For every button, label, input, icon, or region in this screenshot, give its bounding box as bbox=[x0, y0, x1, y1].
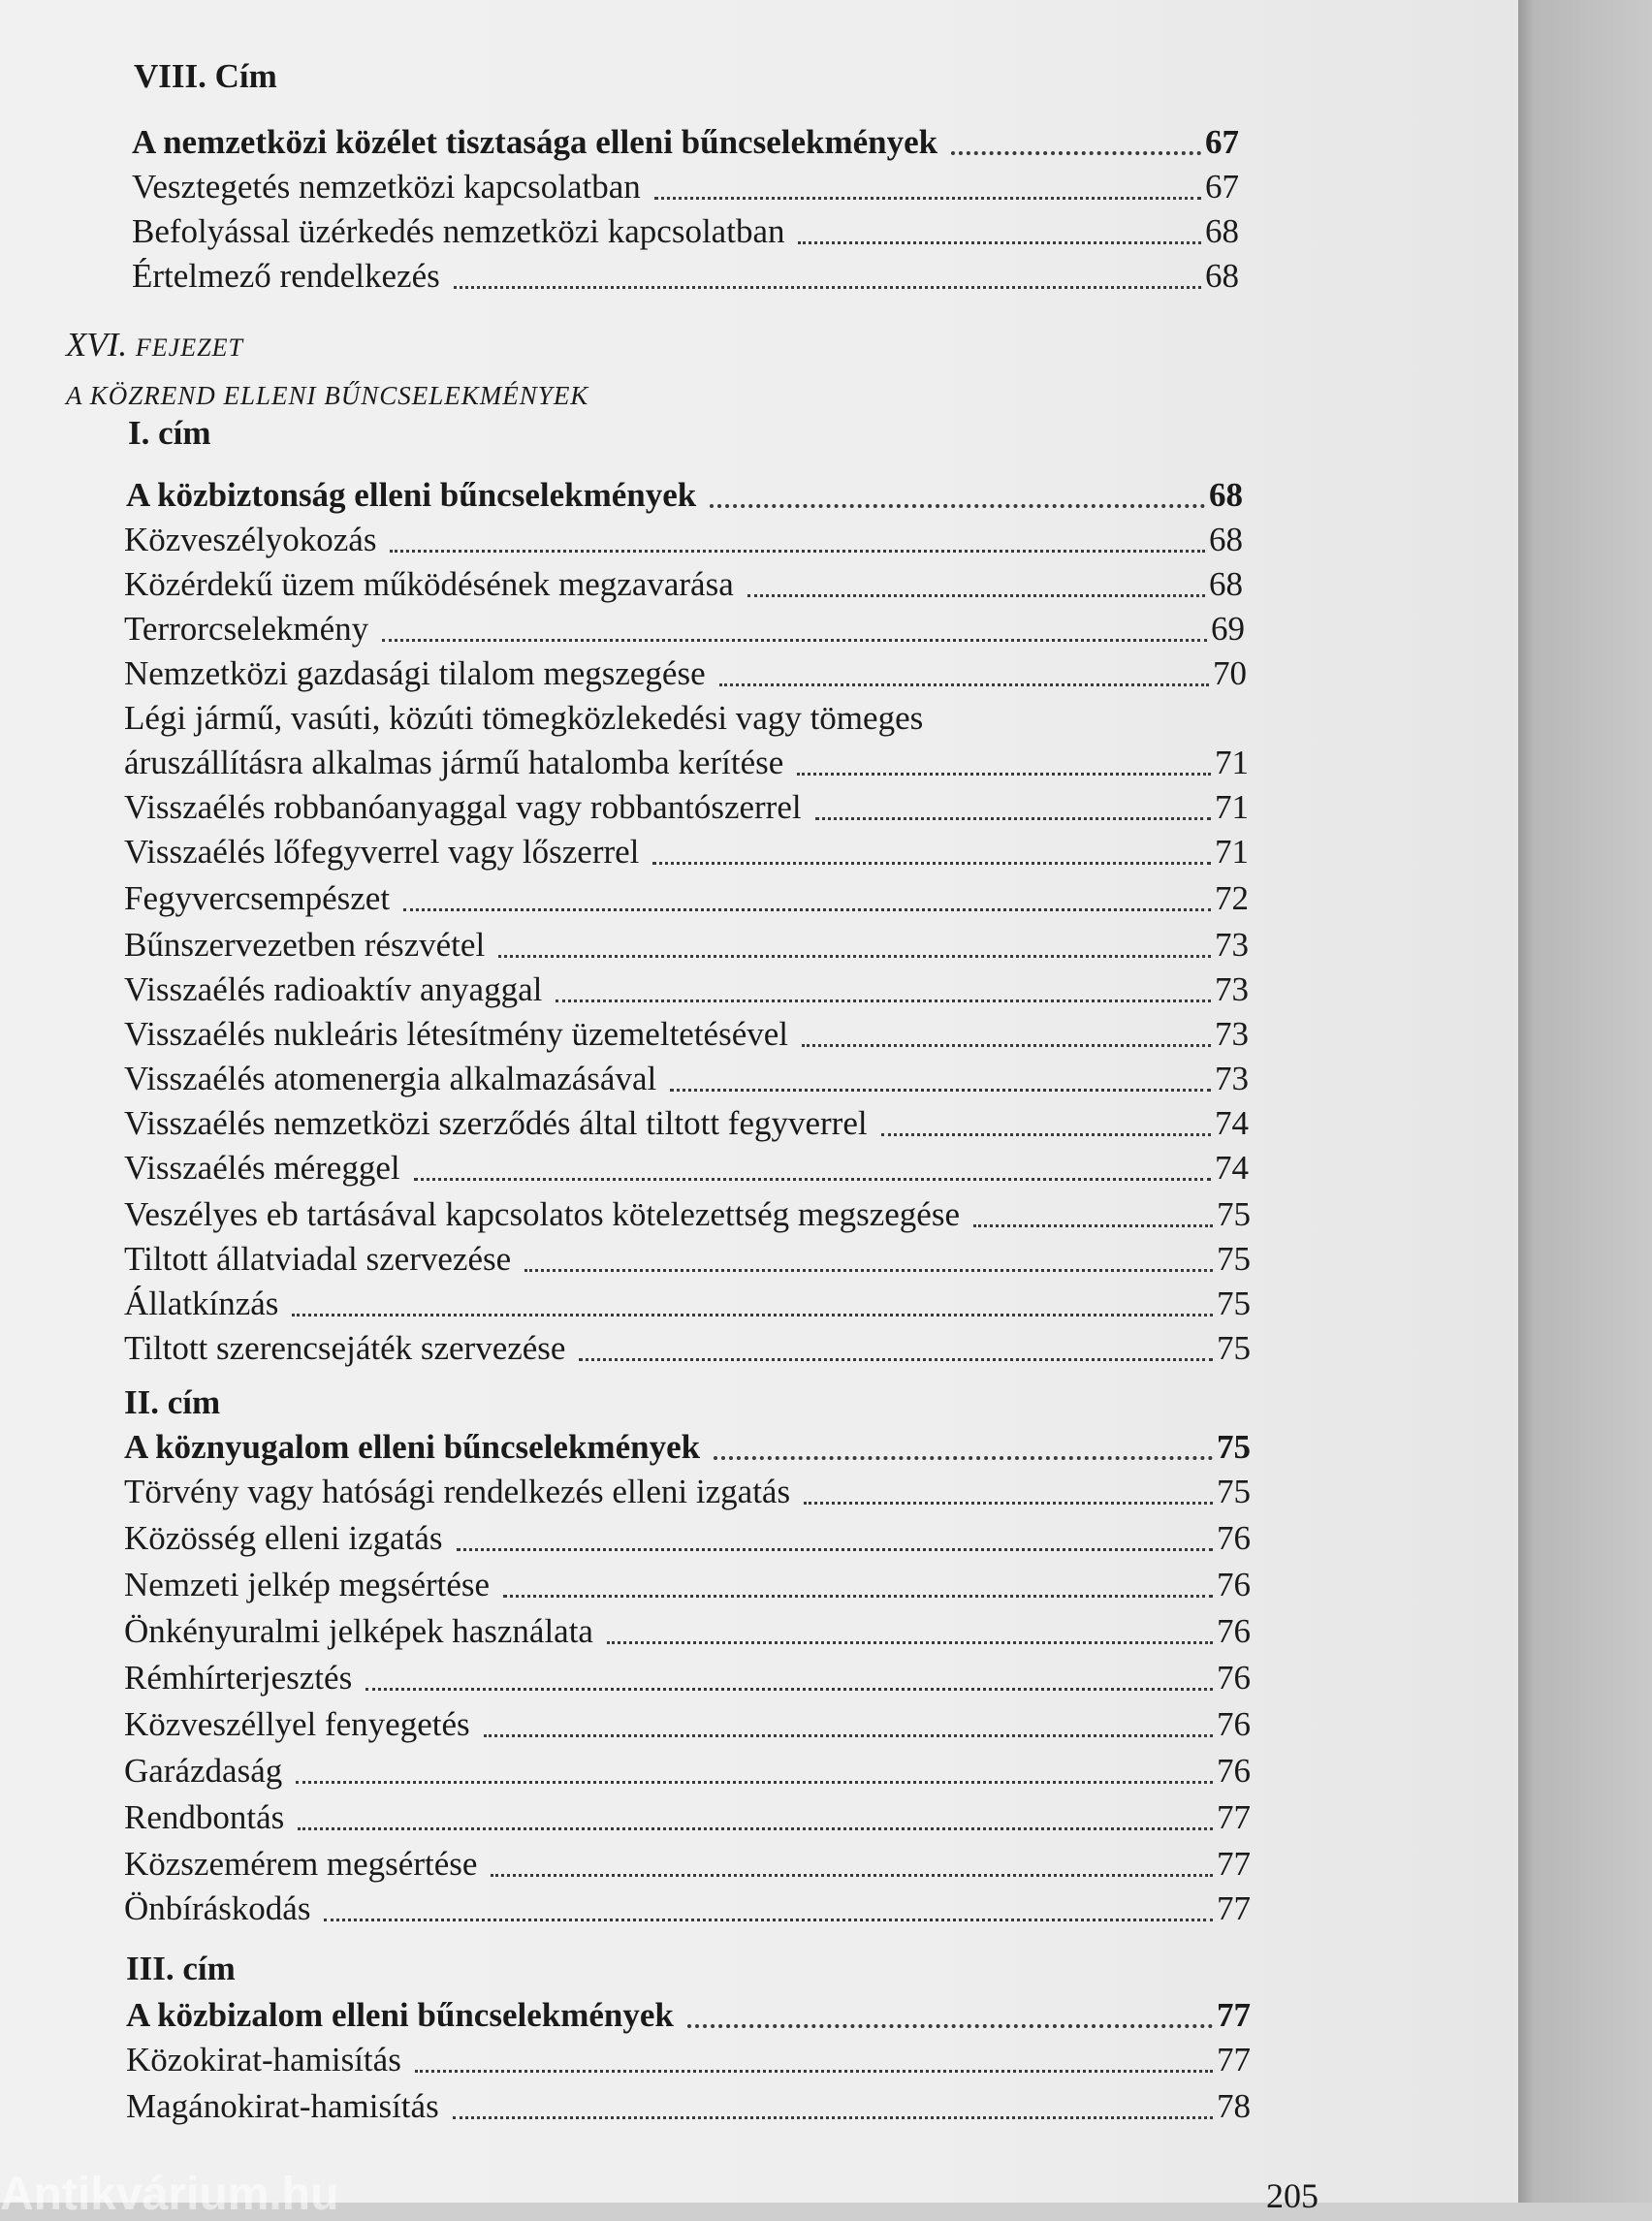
toc-row: Rendbontás 77 bbox=[124, 1798, 1251, 1836]
toc-row: Tiltott állatviadal szervezése 75 bbox=[124, 1240, 1251, 1278]
toc-row: Közveszélyokozás 68 bbox=[124, 521, 1243, 558]
page-number: 205 bbox=[1266, 2176, 1318, 2215]
toc-row: áruszállításra alkalmas jármű hatalomba kerítése 71 bbox=[124, 744, 1249, 781]
toc-row: Állatkínzás 75 bbox=[124, 1285, 1251, 1322]
toc-row: Közösség elleni izgatás 76 bbox=[124, 1519, 1251, 1557]
toc-row: Tiltott szerencsejáték szervezése 75 bbox=[124, 1329, 1251, 1367]
toc-row: Önbíráskodás 77 bbox=[124, 1889, 1251, 1927]
toc-row: Bűnszervezetben részvétel 73 bbox=[124, 926, 1249, 964]
toc-row-title: A nemzetközi közélet tisztasága elleni bűncselekmények 67 bbox=[132, 123, 1239, 161]
chapter-suffix: FEJEZET bbox=[135, 333, 243, 362]
toc-row: Visszaélés nukleáris létesítmény üzemeltetésével 73 bbox=[124, 1015, 1249, 1053]
chapter-number: XVI. FEJEZET bbox=[66, 326, 243, 364]
toc-row: Közszemérem megsértése 77 bbox=[124, 1845, 1251, 1883]
toc-row: Visszaélés robbanóanyaggal vagy robbantószerrel 71 bbox=[124, 788, 1249, 826]
toc-row: Visszaélés nemzetközi szerződés által tiltott fegyverrel 74 bbox=[124, 1104, 1249, 1142]
toc-row: Magánokirat-hamisítás 78 bbox=[126, 2087, 1251, 2125]
cim-label-iii: III. cím bbox=[126, 1950, 236, 1987]
toc-row: Önkényuralmi jelképek használata 76 bbox=[124, 1612, 1251, 1650]
toc-row: Visszaélés méreggel 74 bbox=[124, 1149, 1249, 1187]
toc-row: Nemzetközi gazdasági tilalom megszegése 70 bbox=[124, 654, 1247, 692]
toc-row: Visszaélés lőfegyverrel vagy lőszerrel 71 bbox=[124, 833, 1249, 871]
toc-row: Garázdaság 76 bbox=[124, 1752, 1251, 1790]
page-edge bbox=[1518, 0, 1652, 2203]
toc-row: Befolyással üzérkedés nemzetközi kapcsolatban 68 bbox=[132, 212, 1239, 250]
toc-row: Közokirat-hamisítás 77 bbox=[126, 2041, 1251, 2078]
toc-row-title: A közbiztonság elleni bűncselekmények 68 bbox=[126, 476, 1243, 514]
toc-row: Közérdekű üzem működésének megzavarása 68 bbox=[124, 565, 1243, 603]
watermark: Antikvárium.hu bbox=[0, 2169, 339, 2220]
toc-row: Közveszéllyel fenyegetés 76 bbox=[124, 1705, 1251, 1743]
toc-row-continued: Légi jármű, vasúti, közúti tömegközlekedési vagy tömeges bbox=[124, 699, 924, 737]
toc-row: Terrorcselekmény 69 bbox=[124, 610, 1245, 648]
chapter-title: A KÖZREND ELLENI BŰNCSELEKMÉNYEK bbox=[66, 381, 589, 410]
toc-row: Rémhírterjesztés 76 bbox=[124, 1659, 1251, 1697]
toc-row: Törvény vagy hatósági rendelkezés elleni izgatás 75 bbox=[124, 1473, 1251, 1510]
toc-row: Fegyvercsempészet 72 bbox=[124, 879, 1249, 917]
toc-row-title: A közbizalom elleni bűncselekmények 77 bbox=[126, 1996, 1251, 2034]
toc-row: Visszaélés radioaktív anyaggal 73 bbox=[124, 970, 1249, 1008]
toc-row: Értelmező rendelkezés 68 bbox=[132, 257, 1239, 295]
cim-label-i: I. cím bbox=[128, 414, 211, 452]
cim-label-viii: VIII. Cím bbox=[134, 57, 277, 95]
toc-row: Vesztegetés nemzetközi kapcsolatban 67 bbox=[132, 168, 1239, 206]
toc-row-title: A köznyugalom elleni bűncselekmények 75 bbox=[124, 1428, 1251, 1466]
cim-label-ii: II. cím bbox=[124, 1383, 221, 1421]
toc-row: Visszaélés atomenergia alkalmazásával 73 bbox=[124, 1060, 1249, 1097]
toc-row: Veszélyes eb tartásával kapcsolatos kötelezettség megszegése 75 bbox=[124, 1195, 1251, 1233]
toc-row: Nemzeti jelkép megsértése 76 bbox=[124, 1566, 1251, 1603]
